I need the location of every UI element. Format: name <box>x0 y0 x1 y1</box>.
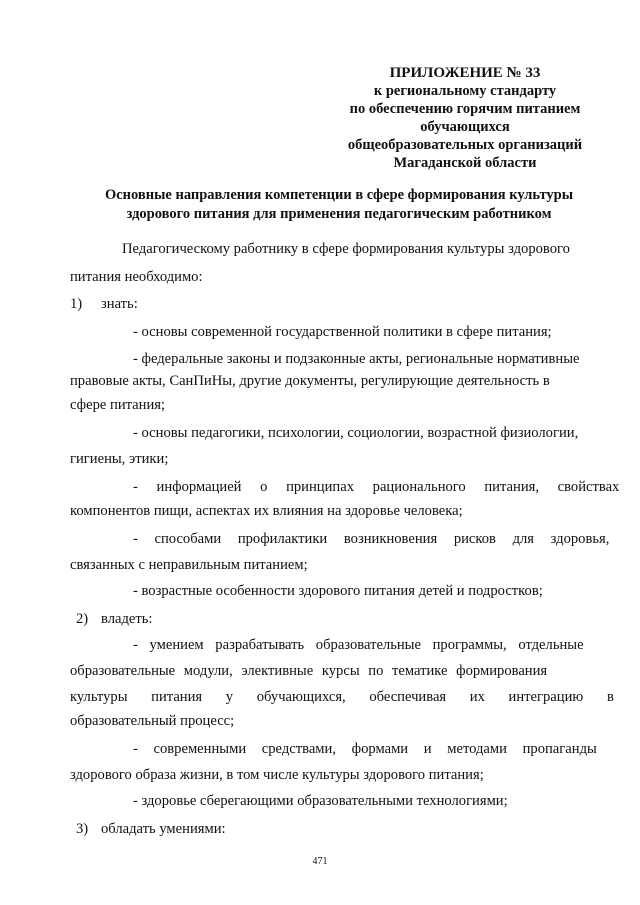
list-item-continuation: связанных с неправильным питанием; <box>70 557 308 573</box>
section-number: 3) <box>76 821 89 837</box>
section-label: обладать умениями: <box>101 821 226 837</box>
list-item: - возрастные особенности здорового питания детей и подростков; <box>133 583 543 599</box>
list-item: - информацией о принципах рационального питания, свойствах <box>133 479 620 495</box>
list-item: - способами профилактики возникновения рисков для здоровья, <box>133 531 610 547</box>
list-item: - основы современной государственной политики в сфере питания; <box>133 324 552 340</box>
list-item-continuation: компонентов пищи, аспектах их влияния на здоровье человека; <box>70 503 463 519</box>
intro-line: питания необходимо: <box>70 269 203 285</box>
heading-line: Основные направления компетенции в сфере формирования культуры <box>104 187 574 203</box>
list-item-continuation: образовательные модули, элективные курсы по тематике формирования <box>70 663 548 679</box>
intro-line: Педагогическому работнику в сфере формирования культуры здорового <box>122 241 570 257</box>
appendix-line: по обеспечению горячим питанием <box>349 101 581 117</box>
list-item-continuation: образовательный процесс; <box>70 713 235 729</box>
section-number: 1) <box>70 296 83 312</box>
list-item: - федеральные законы и подзаконные акты, региональные нормативные <box>133 351 580 367</box>
list-item-continuation: гигиены, этики; <box>70 451 169 467</box>
section-number: 2) <box>76 611 89 627</box>
appendix-line: обучающихся <box>420 119 510 135</box>
list-item: - современными средствами, формами и методами пропаганды <box>133 741 597 757</box>
section-label: владеть: <box>101 611 153 627</box>
list-item: - умением разрабатывать образовательные программы, отдельные <box>133 637 584 653</box>
heading-line: здорового питания для применения педагогическим работником <box>126 206 552 222</box>
page-number: 471 <box>312 856 328 867</box>
appendix-line: к региональному стандарту <box>373 83 557 99</box>
section-label: знать: <box>101 296 138 312</box>
list-item: - основы педагогики, психологии, социологии, возрастной физиологии, <box>133 425 579 441</box>
appendix-line: общеобразовательных организаций <box>347 137 583 153</box>
list-item-continuation: здорового образа жизни, в том числе культуры здорового питания; <box>70 767 484 783</box>
appendix-title: ПРИЛОЖЕНИЕ № 33 <box>389 65 541 81</box>
list-item: - здоровье сберегающими образовательными технологиями; <box>133 793 508 809</box>
list-item-continuation: культуры питания у обучающихся, обеспечивая их интеграцию в <box>70 689 614 705</box>
appendix-line: Магаданской области <box>393 155 537 171</box>
list-item-continuation: сфере питания; <box>70 397 166 413</box>
document-heading <box>70 186 608 224</box>
appendix-block <box>320 64 610 172</box>
list-item-continuation: правовые акты, СанПиНы, другие документы, регулирующие деятельность в <box>70 373 550 389</box>
